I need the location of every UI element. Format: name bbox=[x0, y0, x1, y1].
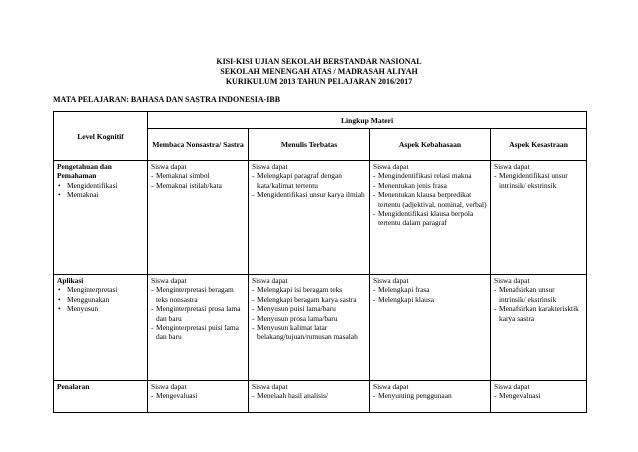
materi-cell bbox=[491, 275, 587, 381]
cell-intro: Siswa dapat bbox=[494, 276, 530, 285]
cell-item: - Mengevaluasi bbox=[494, 391, 583, 400]
level-bullet: • Menggunakan bbox=[57, 295, 144, 304]
sub-header-kesastraan: Aspek Kesastraan bbox=[491, 129, 587, 161]
materi-cell bbox=[491, 381, 587, 413]
cell-item: - Menentukan jenis frasa bbox=[373, 181, 487, 190]
materi-cell bbox=[249, 161, 370, 275]
level-cell bbox=[54, 161, 148, 275]
table-row bbox=[54, 275, 587, 381]
level-name: Pengetahuan dan Pemahaman bbox=[57, 162, 112, 181]
cell-item: - Mengidentifikasi unsur karya ilmiah bbox=[252, 190, 366, 199]
sub-header-menulis: Menulis Terbatas bbox=[249, 129, 370, 161]
cell-intro: Siswa dapat bbox=[151, 162, 187, 171]
header-line-3: KURIKULUM 2013 TAHUN PELAJARAN 2016/2017 bbox=[225, 77, 413, 86]
cell-item: - Menyusun puisi lama/baru bbox=[252, 304, 366, 313]
materi-cell bbox=[370, 275, 491, 381]
cell-item: - Menentukan klausa berpredikat tertentu (adjektival, nominal, verbal) bbox=[373, 190, 487, 209]
document-header bbox=[0, 57, 638, 87]
cell-item: - Menyusun kalimat latar belakang/tujuan/rumusan masalah bbox=[252, 323, 366, 342]
cell-item: - Menyunting penggunaan bbox=[373, 391, 487, 400]
materi-cell bbox=[148, 161, 249, 275]
level-bullet: • Mengidentifikasi bbox=[57, 181, 144, 190]
level-bullet: • Memaknai bbox=[57, 190, 144, 199]
header-line-1: KISI-KISI UJIAN SEKOLAH BERSTANDAR NASIONAL bbox=[216, 57, 422, 66]
cell-intro: Siswa dapat bbox=[252, 276, 288, 285]
kisi-kisi-table bbox=[53, 111, 587, 413]
table-body bbox=[54, 161, 587, 413]
sub-header-kebahasaan: Aspek Kebahasaan bbox=[370, 129, 491, 161]
cell-item: - Menafsirkan unsur intrinsik/ ekstrinsik bbox=[494, 285, 583, 304]
table-row bbox=[54, 381, 587, 413]
level-bullet: • Menyusun bbox=[57, 304, 144, 313]
cell-item: - Mengidentifikasi klausa berpola tertentu dalam paragraf bbox=[373, 209, 487, 228]
cell-item: - Menginterpretasi beragam teks nonsastra bbox=[151, 285, 245, 304]
cell-item: - Mengindentifikasi relasi makna bbox=[373, 171, 487, 180]
cell-intro: Siswa dapat bbox=[252, 382, 288, 391]
subject-title: MATA PELAJARAN: BAHASA DAN SASTRA INDONESIA-IBB bbox=[53, 95, 281, 104]
cell-item: - Memaknai istilah/kata bbox=[151, 181, 245, 190]
table-row bbox=[54, 161, 587, 275]
cell-item: - Mengevaluasi bbox=[151, 391, 245, 400]
cell-intro: Siswa dapat bbox=[373, 382, 409, 391]
materi-cell bbox=[249, 381, 370, 413]
level-bullet: • Menginterpretasi bbox=[57, 285, 144, 294]
cell-item: - Menyusun prosa lama/baru bbox=[252, 314, 366, 323]
materi-cell bbox=[249, 275, 370, 381]
cell-item: - Menginterpretasi puisi lama dan baru bbox=[151, 323, 245, 342]
level-kognitif-header: Level Kognitif bbox=[54, 112, 148, 161]
level-name: Aplikasi bbox=[57, 276, 84, 285]
cell-intro: Siswa dapat bbox=[494, 162, 530, 171]
cell-item: - Melengkapi klausa bbox=[373, 295, 487, 304]
materi-cell bbox=[148, 381, 249, 413]
cell-intro: Siswa dapat bbox=[151, 382, 187, 391]
cell-intro: Siswa dapat bbox=[151, 276, 187, 285]
cell-item: - Melengkapi isi beragam teks bbox=[252, 285, 366, 294]
level-cell bbox=[54, 275, 148, 381]
cell-item: - Melengkapi beragam karya sastra bbox=[252, 295, 366, 304]
cell-item: - Melengkapi paragraf dengan kata/kalimat tertentu bbox=[252, 171, 366, 190]
cell-item: - Memaknai simbol bbox=[151, 171, 245, 180]
materi-cell bbox=[370, 381, 491, 413]
materi-cell bbox=[370, 161, 491, 275]
cell-item: - Menafsirkan karakterisktik karya sastra bbox=[494, 304, 583, 323]
cell-intro: Siswa dapat bbox=[252, 162, 288, 171]
materi-cell bbox=[491, 161, 587, 275]
cell-item: - Menginterpretasi prosa lama dan baru bbox=[151, 304, 245, 323]
lingkup-materi-header: Lingkup Materi bbox=[148, 112, 587, 129]
materi-cell bbox=[148, 275, 249, 381]
cell-item: - Menelaah hasil analisis/ bbox=[252, 391, 366, 400]
header-line-2: SEKOLAH MENENGAH ATAS / MADRASAH ALIYAH bbox=[220, 67, 418, 76]
cell-intro: Siswa dapat bbox=[373, 162, 409, 171]
level-cell bbox=[54, 381, 148, 413]
cell-intro: Siswa dapat bbox=[373, 276, 409, 285]
sub-header-membaca: Membaca Nonsastra/ Sastra bbox=[148, 129, 249, 161]
cell-item: - Mengidentifikasi unsur intrinsik/ ekstrinsik bbox=[494, 171, 583, 190]
cell-item: - Melengkapi frasa bbox=[373, 285, 487, 294]
cell-intro: Siswa dapat bbox=[494, 382, 530, 391]
level-name: Penalaran bbox=[57, 382, 90, 391]
